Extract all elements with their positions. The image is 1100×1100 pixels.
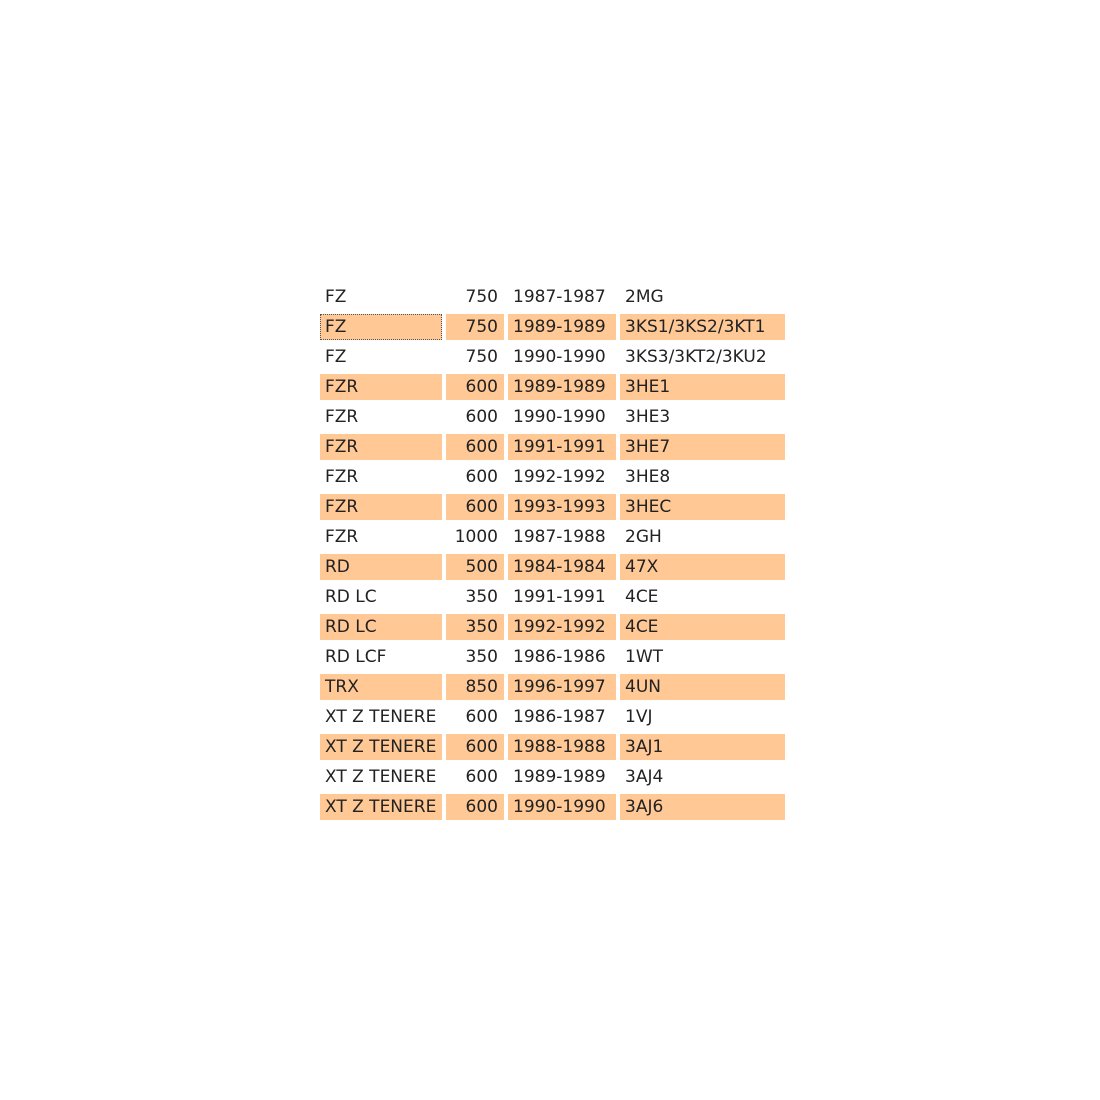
displacement-cell: 600 [446, 734, 504, 760]
model-cell: RD LC [320, 614, 442, 640]
displacement-cell: 350 [465, 587, 498, 607]
years-cell: 1984-1984 [508, 554, 616, 580]
frame-code-cell: 4UN [620, 674, 785, 700]
years-cell: 1990-1990 [513, 407, 606, 427]
table-row[interactable] [320, 762, 785, 792]
table-row[interactable] [320, 582, 785, 612]
model-cell: FZR [325, 467, 359, 487]
displacement-cell: 750 [446, 314, 504, 340]
model-cell: FZR [320, 374, 442, 400]
displacement-cell: 600 [446, 494, 504, 520]
displacement-cell: 750 [465, 287, 498, 307]
table-row[interactable] [320, 432, 785, 462]
displacement-cell: 350 [465, 647, 498, 667]
years-cell: 1989-1989 [513, 767, 606, 787]
model-cell: FZR [320, 494, 442, 520]
displacement-cell: 600 [465, 707, 498, 727]
frame-code-cell: 3AJ6 [620, 794, 785, 820]
table-row[interactable] [320, 552, 785, 582]
years-cell: 1991-1991 [513, 587, 606, 607]
model-cell: XT Z TENERE [320, 734, 442, 760]
displacement-cell: 1000 [454, 527, 498, 547]
displacement-cell: 750 [465, 347, 498, 367]
displacement-cell: 850 [446, 674, 504, 700]
model-cell: FZ [320, 314, 442, 340]
years-cell: 1993-1993 [508, 494, 616, 520]
displacement-cell: 600 [446, 374, 504, 400]
model-cell: FZR [325, 407, 359, 427]
displacement-cell: 600 [465, 767, 498, 787]
frame-code-cell: 4CE [625, 587, 659, 607]
years-cell: 1991-1991 [508, 434, 616, 460]
displacement-cell: 600 [465, 407, 498, 427]
years-cell: 1989-1989 [508, 374, 616, 400]
table-row[interactable] [320, 342, 785, 372]
frame-code-cell: 4CE [620, 614, 785, 640]
model-cell: XT Z TENERE [325, 767, 437, 787]
frame-code-cell: 3HE3 [625, 407, 671, 427]
years-cell: 1990-1990 [513, 347, 606, 367]
frame-code-cell: 1WT [625, 647, 664, 667]
table-row[interactable] [320, 612, 785, 642]
model-cell: RD [320, 554, 442, 580]
displacement-cell: 600 [446, 794, 504, 820]
table-row[interactable] [320, 492, 785, 522]
table-row[interactable] [320, 522, 785, 552]
years-cell: 1990-1990 [508, 794, 616, 820]
frame-code-cell: 3KS1/3KS2/3KT1 [620, 314, 785, 340]
model-cell: TRX [320, 674, 442, 700]
frame-code-cell: 47X [620, 554, 785, 580]
compatibility-table [320, 282, 785, 822]
displacement-cell: 500 [446, 554, 504, 580]
frame-code-cell: 3HE1 [620, 374, 785, 400]
table-row[interactable] [320, 402, 785, 432]
frame-code-cell: 3HE8 [625, 467, 671, 487]
years-cell: 1992-1992 [508, 614, 616, 640]
model-cell: FZR [325, 527, 359, 547]
frame-code-cell: 3AJ4 [625, 767, 664, 787]
model-cell: RD LC [325, 587, 377, 607]
table-row[interactable] [320, 462, 785, 492]
table-row[interactable] [320, 792, 785, 822]
model-cell: RD LCF [325, 647, 387, 667]
years-cell: 1996-1997 [508, 674, 616, 700]
frame-code-cell: 1VJ [625, 707, 653, 727]
table-row[interactable] [320, 672, 785, 702]
table-row[interactable] [320, 642, 785, 672]
frame-code-cell: 3KS3/3KT2/3KU2 [625, 347, 767, 367]
frame-code-cell: 3HE7 [620, 434, 785, 460]
model-cell: FZ [325, 287, 347, 307]
model-cell: XT Z TENERE [325, 707, 437, 727]
years-cell: 1986-1986 [513, 647, 606, 667]
model-cell: FZ [325, 347, 347, 367]
frame-code-cell: 2GH [625, 527, 662, 547]
years-cell: 1992-1992 [513, 467, 606, 487]
displacement-cell: 350 [446, 614, 504, 640]
model-cell: FZR [320, 434, 442, 460]
years-cell: 1986-1987 [513, 707, 606, 727]
table-row[interactable] [320, 372, 785, 402]
table-row[interactable] [320, 312, 785, 342]
table-row[interactable] [320, 282, 785, 312]
frame-code-cell: 2MG [625, 287, 664, 307]
displacement-cell: 600 [446, 434, 504, 460]
table-row[interactable] [320, 732, 785, 762]
frame-code-cell: 3AJ1 [620, 734, 785, 760]
years-cell: 1987-1987 [513, 287, 606, 307]
years-cell: 1987-1988 [513, 527, 606, 547]
frame-code-cell: 3HEC [620, 494, 785, 520]
model-cell: XT Z TENERE [320, 794, 442, 820]
table-row[interactable] [320, 702, 785, 732]
years-cell: 1989-1989 [508, 314, 616, 340]
displacement-cell: 600 [465, 467, 498, 487]
years-cell: 1988-1988 [508, 734, 616, 760]
